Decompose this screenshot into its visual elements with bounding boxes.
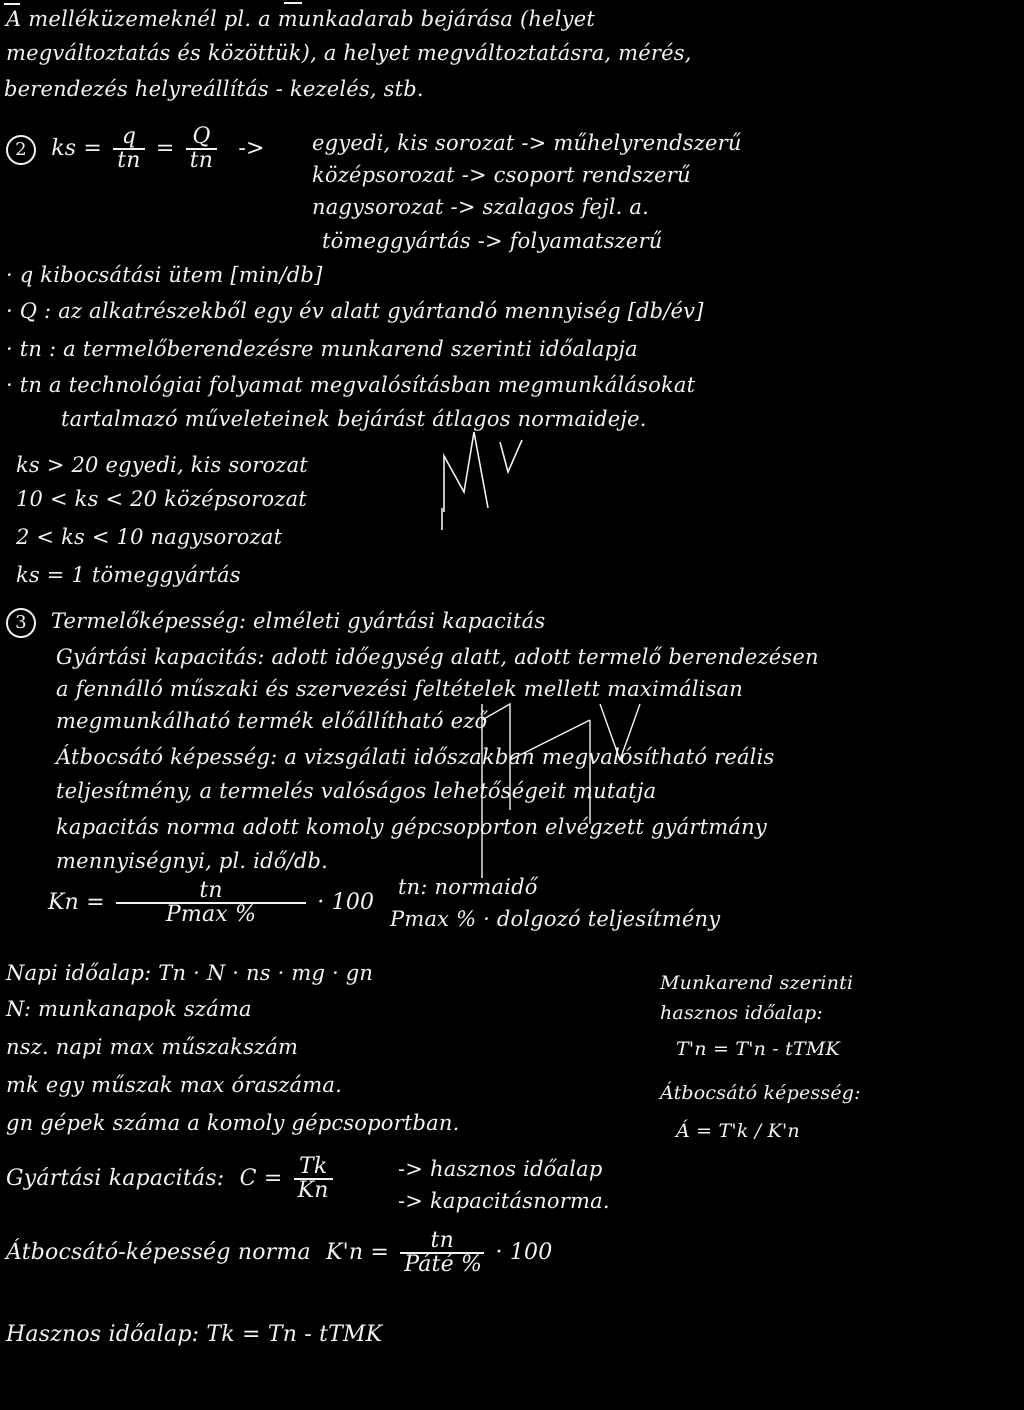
fraction-denominator: tn	[117, 148, 141, 173]
formula-lhs: ks =	[51, 136, 103, 161]
fraction-numerator: Q	[186, 126, 217, 150]
formula-tail: · 100	[317, 890, 375, 915]
fraction-numerator: tn	[400, 1230, 484, 1254]
right-note: hasznos időalap:	[660, 1002, 823, 1024]
capacity-arrow: -> hasznos időalap	[398, 1157, 603, 1181]
body-line: a fennálló műszaki és szervezési feltételek mellett maximálisan	[56, 677, 743, 701]
fraction-numerator: q	[113, 126, 144, 150]
fraction-denominator: Páté %	[404, 1252, 483, 1277]
formula-lhs: K'n =	[325, 1240, 390, 1265]
intro-line: A melléküzemeknél pl. a munkadarab bejárása (helyet	[6, 7, 595, 31]
ratio-line: egyedi, kis sorozat -> műhelyrendszerű	[312, 131, 742, 155]
sketch-icon	[470, 700, 690, 880]
definition-line: tartalmazó műveleteinek bejárást átlagos normaideje.	[6, 407, 647, 431]
useful-time-line: Hasznos időalap: Tk = Tn - tTMK	[6, 1322, 383, 1347]
header-rule	[284, 2, 302, 4]
formula-lhs: Kn =	[48, 890, 105, 915]
definition-line: · Q : az alkatrészekből egy év alatt gyártandó mennyiség [db/év]	[6, 299, 704, 323]
body-line: kapacitás norma adott komoly gépcsoporton elvégzett gyártmány	[56, 815, 767, 839]
right-note: Á = T'k / K'n	[676, 1120, 800, 1142]
arrow: ->	[238, 136, 265, 161]
ratio-line: nagysorozat -> szalagos fejl. a.	[312, 195, 650, 219]
fraction	[400, 1230, 484, 1276]
fraction	[113, 126, 144, 172]
intro-line: berendezés helyreállítás - kezelés, stb.	[4, 77, 424, 101]
formula-note: tn: normaidő	[398, 875, 538, 899]
formula-tail: · 100	[495, 1240, 553, 1265]
formula-note: Pmax % · dolgozó teljesítmény	[390, 907, 721, 931]
range-line: 2 < ks < 10 nagysorozat	[16, 525, 283, 549]
fraction-denominator: tn	[189, 148, 214, 173]
fraction-numerator: Tk	[294, 1156, 333, 1180]
section-number-badge: 2	[6, 135, 36, 165]
daily-line: mk egy műszak max óraszáma.	[6, 1073, 342, 1097]
formula-lhs: C =	[239, 1166, 283, 1191]
body-line: teljesítmény, a termelés valóságos lehetőségeit mutatja	[56, 779, 657, 803]
definition-line: · tn a technológiai folyamat megvalósításban megmunkálásokat	[6, 373, 696, 397]
sketch-icon	[430, 412, 550, 532]
section3-heading: Termelőképesség: elméleti gyártási kapacitás	[50, 609, 546, 633]
fraction	[186, 126, 217, 172]
throughput-norm-formula	[6, 1230, 552, 1276]
capacity-formula	[6, 1156, 337, 1202]
throughput-norm-label: Átbocsátó-képesség norma	[6, 1240, 311, 1265]
section-number-badge: 3	[6, 608, 36, 638]
range-line: 10 < ks < 20 középsorozat	[16, 487, 307, 511]
ratio-line: középsorozat -> csoport rendszerű	[312, 163, 691, 187]
capacity-label: Gyártási kapacitás:	[6, 1166, 225, 1191]
fraction-denominator: Pmax %	[165, 902, 257, 927]
fraction-denominator: Kn	[297, 1178, 329, 1203]
fraction	[116, 880, 306, 926]
kn-formula	[48, 880, 374, 926]
right-note: Munkarend szerinti	[660, 972, 854, 994]
section3-heading-row	[6, 608, 545, 638]
section2-formula	[6, 126, 265, 172]
right-note: T'n = T'n - tTMK	[676, 1038, 840, 1060]
right-note: Átbocsátó képesség:	[660, 1082, 861, 1104]
daily-line: nsz. napi max műszakszám	[6, 1035, 299, 1059]
range-line: ks = 1 tömeggyártás	[16, 563, 241, 587]
daily-line: N: munkanapok száma	[6, 997, 252, 1021]
daily-line: gn gépek száma a komoly gépcsoportban.	[6, 1111, 460, 1135]
body-line: megmunkálható termék előállítható ező	[56, 709, 488, 733]
formula-equals: =	[155, 136, 175, 161]
capacity-arrow: -> kapacitásnorma.	[398, 1189, 610, 1213]
definition-line: · tn : a termelőberendezésre munkarend szerinti időalapja	[6, 337, 638, 361]
intro-line: megváltoztatás és közöttük), a helyet megváltoztatásra, mérés,	[6, 41, 692, 65]
fraction	[294, 1156, 333, 1202]
daily-line: Napi időalap: Tn · N · ns · mg · gn	[6, 961, 374, 985]
range-line: ks > 20 egyedi, kis sorozat	[16, 453, 308, 477]
fraction-numerator: tn	[116, 880, 306, 904]
body-line: Átbocsátó képesség: a vizsgálati időszakban megvalósítható reális	[56, 745, 775, 769]
body-line: Gyártási kapacitás: adott időegység alatt, adott termelő berendezésen	[56, 645, 819, 669]
header-rule	[4, 3, 20, 5]
ratio-line: tömeggyártás -> folyamatszerű	[322, 229, 663, 253]
definition-line: · q kibocsátási ütem [min/db]	[6, 263, 323, 287]
body-line: mennyiségnyi, pl. idő/db.	[56, 849, 329, 873]
